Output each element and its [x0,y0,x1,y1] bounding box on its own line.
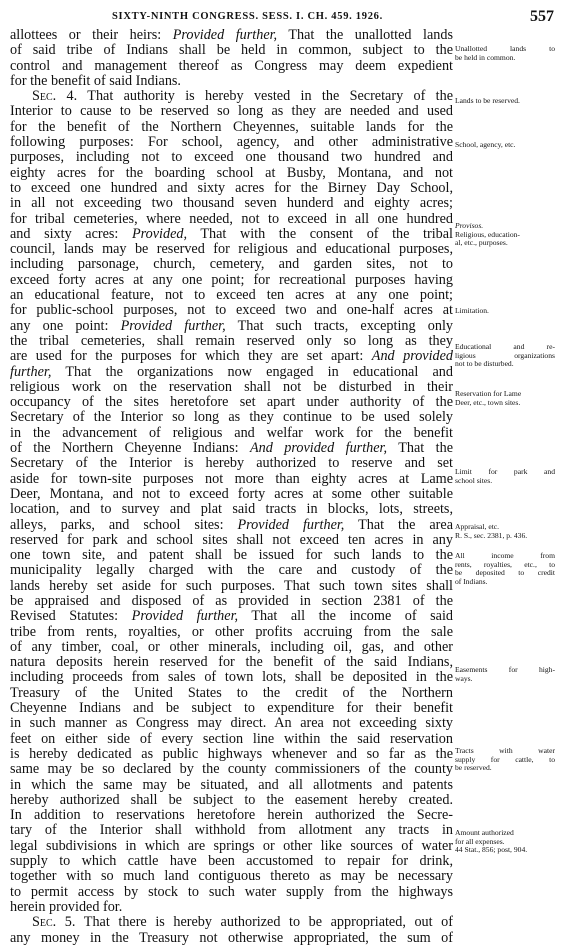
line-text: Treasury of the United States to the credit of the Northern [10,685,453,701]
text-line [10,670,453,685]
text-line [10,242,453,257]
line-text: for the benefit of said Indians. [10,73,181,89]
proviso-phrase: And provided further, [250,441,388,457]
line-text: feet on either side of every section line within the said reservation [10,731,453,747]
section-label: Sec. 5. [32,915,76,931]
line-text: tary of the Interior shall withhold from allotment any tracts in [10,823,453,839]
text-line [10,59,453,74]
proviso-phrase: Provided further, [120,318,226,334]
text-line [10,349,453,364]
line-text: legal subdivisions in which are springs or other like sources of water [10,838,453,854]
margin-note [455,829,555,855]
text-line [10,915,453,930]
line-text: following purposes: For school, agency, and other administrative [10,135,453,151]
margin-note-line: Amount authorized [455,828,514,837]
margin-note-line: Unallotted lands to [455,44,555,53]
margin-note-line: R. S., sec. 2381, p. 436. [455,530,528,540]
text-line [10,227,453,242]
text-line [10,166,453,181]
line-text: That all the income of said [238,609,453,625]
line-text: Secretary of the Interior is hereby authorized to reserve and set [10,456,453,472]
text-line [10,869,453,884]
text-line [10,548,453,563]
line-text: That with the consent of the tribal [187,226,453,242]
margin-note-line: for all expenses. [455,836,505,846]
text-line [10,808,453,823]
text-line [10,104,453,119]
text-line [10,487,453,502]
margin-note-line: Limitation. [455,306,489,315]
text-line [10,885,453,900]
text-line [10,441,453,456]
line-text: an educational feature, not to exceed ten acres at any one point; [10,288,453,304]
proviso-phrase: Provided further, [172,28,278,43]
text-line [10,716,453,731]
text-line [10,594,453,609]
text-line [10,273,453,288]
line-text: is hereby dedicated as public highways whenever and so far as the [10,746,453,762]
text-line [10,854,453,869]
text-line [10,732,453,747]
text-line [10,686,453,701]
line-text: That there is hereby authorized to be appropriated, out of [75,915,453,931]
text-line [10,74,453,89]
text-line [10,625,453,640]
margin-note-line: ways. [455,673,473,683]
line-text: for public-school purposes, not to exceed two and one-half acres at [10,303,453,319]
line-text: Cheyenne Indians and be subject to expenditure for their benefit [10,701,453,717]
line-text: In addition to reservations heretofore herein authorized the Secre- [10,808,453,824]
text-line [10,334,453,349]
text-line [10,747,453,762]
margin-note [455,141,555,150]
text-line [10,319,453,334]
line-text: be appraised and disposed of as provided in section 2381 of the [10,593,453,609]
text-line [10,196,453,211]
line-text: any money in the Treasury not otherwise appropriated, the sum of [10,930,453,946]
line-text: together with so much land contiguous thereto as may be necessary [10,869,453,885]
margin-note-line: Appraisal, etc. [455,522,500,531]
text-line [10,43,453,58]
margin-note [455,747,555,773]
text-line [10,518,453,533]
text-line [10,579,453,594]
page-header [0,8,562,28]
text-line [10,609,453,624]
line-text: reserved for park and school sites shall not exceed ten acres in any [10,532,453,548]
line-text: eighty acres for the boarding school at Busby, Montana, and not [10,165,453,181]
margin-note-line: school sites. [455,475,493,485]
line-text: Deer, Montana, and not to exceed forty acres at some other suitable [10,486,453,502]
margin-note [455,552,555,586]
page-number: 557 [530,8,554,25]
margin-note-line: Educational and re- [455,342,555,351]
margin-note-line: rents, royalties, etc., to [455,559,555,569]
statute-text [10,28,453,946]
line-text: for tribal cemeteries, where needed, not to exceed in all one hundred [10,211,453,227]
line-text: supply to which cattle have been accustomed to repair for drink, [10,854,453,870]
margin-note [455,222,555,248]
margin-note-line: supply for cattle, to [455,754,555,764]
margin-note-line: of Indians. [455,576,488,586]
text-line [10,257,453,272]
line-text: That authority is hereby vested in the Secretary of the [77,89,453,105]
proviso-phrase: further, [10,364,52,380]
margin-note-line: be deposited to credit [455,568,555,578]
proviso-phrase: Provided further, [237,517,345,533]
line-text: of any timber, coal, or other minerals, including oil, gas, and other [10,639,453,655]
text-line [10,150,453,165]
text-line [10,288,453,303]
text-line [10,793,453,808]
line-text: same may be so declared by the county commissioners of the county [10,762,453,778]
line-text: That the unallotted lands [277,28,453,43]
line-text: and sixty acres: [10,226,132,242]
margin-note [455,45,555,62]
line-text: exceed forty acres at any one point; for recreational purposes having [10,272,453,288]
text-line [10,120,453,135]
text-line [10,212,453,227]
margin-note-line: be reserved. [455,763,492,773]
line-text: Secretary of the Interior so long as they continue to be used solely [10,410,453,426]
text-line [10,181,453,196]
line-text: to exceed one hundred and sixty acres for the Birney Day School, [10,180,453,196]
text-line [10,655,453,670]
margin-note-line: Reservation for Lame [455,389,522,398]
line-text: Interior to cause to be reserved so long as they are needed and used [10,104,453,120]
text-line [10,931,453,946]
line-text: of the Northern Cheyenne Indians: [10,441,250,457]
margin-note [455,468,555,485]
text-line [10,89,453,104]
margin-note [455,390,555,407]
margin-note-line: Religious, education- [455,229,520,239]
line-text: That such tracts, excepting only [225,318,453,334]
margin-note-line: 44 Stat., 856; post, 904. [455,845,528,855]
section-label: Sec. 4. [32,89,78,105]
text-line [10,426,453,441]
text-line [10,380,453,395]
margin-note [455,307,555,316]
line-text: the tribal cemeteries, shall remain reserved only so long as they [10,333,453,349]
line-text: council, lands may be reserved for religious and educational purposes, [10,242,453,258]
margin-note-line: School, agency, etc. [455,140,516,149]
line-text: municipality legally charged with the care and custody of the [10,563,453,579]
text-line [10,303,453,318]
proviso-phrase: Provided, [131,226,188,242]
line-text: including parsonage, church, cemetery, and garden sites, not to [10,257,453,273]
line-text: in which the same may be situated, and all allotments and patents [10,777,453,793]
line-text: any one point: [10,318,121,334]
margin-note-line: al, etc., purposes. [455,238,508,248]
line-text: aside for town-site purposes not more than eighty acres at Lame [10,471,453,487]
line-text: alleys, parks, and school sites: [10,517,238,533]
margin-note-line: All income from [455,551,555,560]
text-line [10,135,453,150]
text-line [10,533,453,548]
text-line [10,28,453,43]
margin-note-line: Tracts with water [455,746,555,755]
line-text: lands hereby set aside for such purposes. That such town sites shall [10,578,453,594]
line-text: occupancy of the sites heretofore set apart under authority of the [10,395,453,411]
margin-note-line: Lands to be reserved. [455,96,520,105]
line-text: control and management thereof as Congress may deem expedient [10,58,453,74]
text-line [10,823,453,838]
line-text: one town site, and patent shall be issued for such lands to the [10,548,453,564]
line-text: That the area [344,517,453,533]
line-text: hereby authorized shall be subject to the easement hereby created. [10,792,453,808]
margin-note [455,97,555,106]
text-line [10,365,453,380]
text-line [10,778,453,793]
running-head: SIXTY-NINTH CONGRESS. SESS. I. CH. 459. 1926. [112,11,383,22]
line-text: to permit access by stock to such water supply from the highways [10,884,453,900]
line-text: location, and to survey and plat said tracts in blocks, lots, streets, [10,502,453,518]
margin-note-line: Easements for high- [455,665,555,674]
text-line [10,472,453,487]
line-text: are used for the purposes for which they are set apart: [10,349,372,365]
line-text: purposes, including not to exceed one thousand two hundred and [10,150,453,166]
margin-note-line: be held in common. [455,52,516,62]
text-line [10,640,453,655]
margin-note [455,343,555,369]
text-line [10,456,453,471]
line-text: for the benefit of the Northern Cheyennes, suitable lands for the [10,119,453,135]
margin-note-line: Provisos. [455,221,484,230]
margin-note [455,666,555,683]
line-text: allottees or their heirs: [10,28,173,43]
text-line [10,701,453,716]
text-line [10,563,453,578]
line-text: religious work on the reservation shall not be disturbed in their [10,379,453,395]
margin-note-line: Deer, etc., town sites. [455,397,521,407]
line-text: in the advancement of religious and welfar work for the benefit [10,425,453,441]
margin-note-line: ligious organizations [455,350,555,360]
line-text: herein provided for. [10,899,123,915]
line-text: natura deposits herein reserved for the benefit of the said Indians, [10,655,453,671]
margin-note-line: Limit for park and [455,467,555,476]
line-text: in such manner as Congress may direct. An area not exceeding sixty [10,716,453,732]
line-text: That the [387,441,453,457]
text-line [10,839,453,854]
text-line [10,762,453,777]
line-text: in all not exceeding two thousand seven hunderd and eighty acres; [10,196,453,212]
line-text: tribe from rents, royalties, or other profits accruing from the sale [10,624,453,640]
line-text: of said tribe of Indians shall be held in common, subject to the [10,43,453,59]
text-line [10,395,453,410]
line-text: Revised Statutes: [10,609,132,625]
margin-note [455,523,555,540]
proviso-phrase: And provided [371,349,453,365]
margin-note-line: not to be disturbed. [455,359,514,369]
proviso-phrase: Provided further, [131,609,239,625]
text-line [10,900,453,915]
text-line [10,502,453,517]
line-text: including proceeds from sales of town lots, shall be deposited in the [10,670,453,686]
line-text: That the organizations now engaged in educational and [51,364,453,380]
text-line [10,410,453,425]
